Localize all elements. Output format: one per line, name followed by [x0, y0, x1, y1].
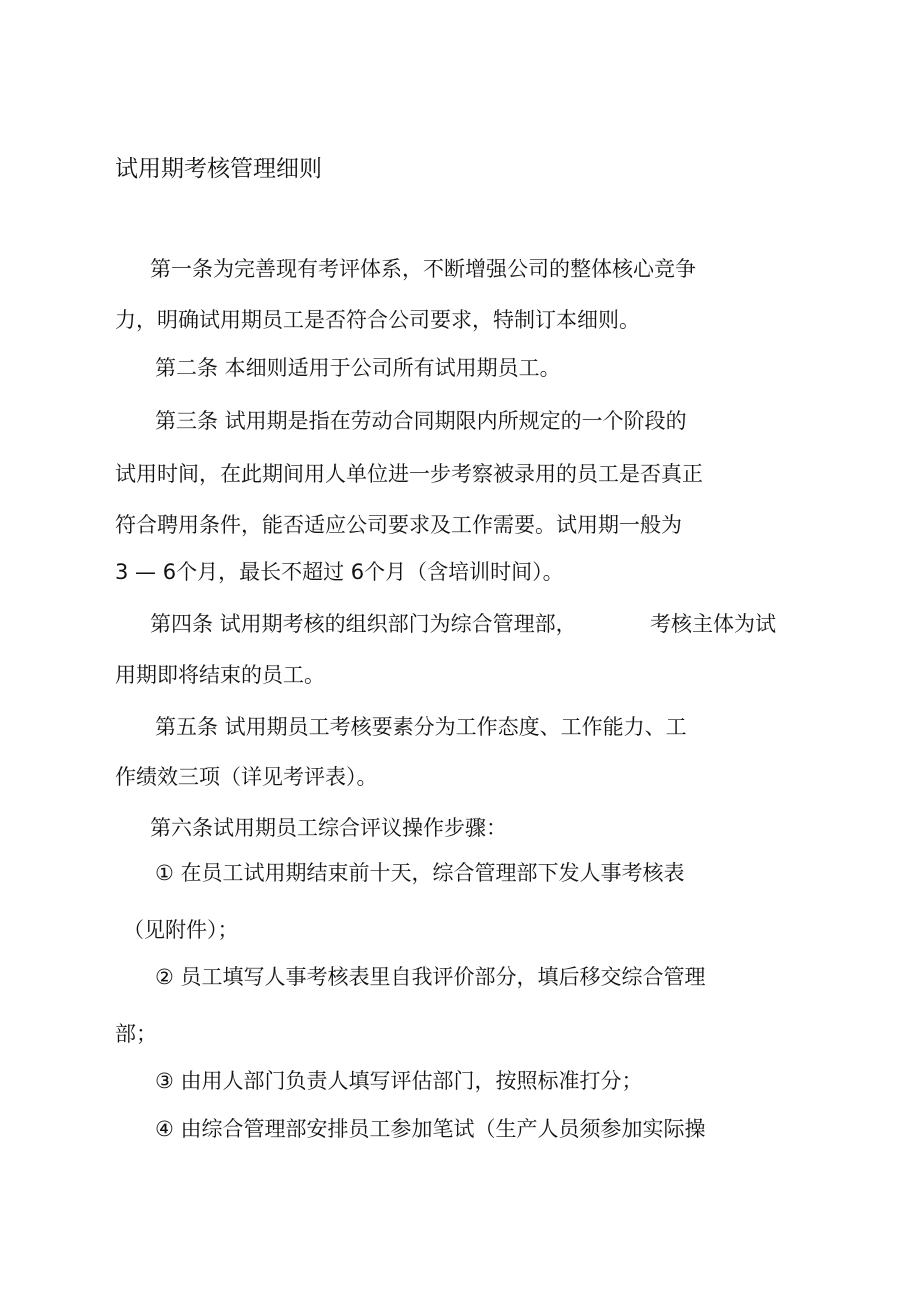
article-4-line-1a: 第四条 试用期考核的组织部门为综合管理部， — [150, 612, 577, 636]
article-1-line-1: 第一条为完善现有考评体系，不断增强公司的整体核心竞争 — [150, 257, 696, 281]
article-1-line-2: 力，明确试用期员工是否符合公司要求，特制订本细则。 — [115, 308, 640, 332]
step-1-line-1: ① 在员工试用期结束前十天，综合管理部下发人事考核表 — [155, 861, 685, 885]
step-2-line-1: ② 员工填写人事考核表里自我评价部分，填后移交综合管理 — [155, 965, 706, 989]
article-4-line-1b: 考核主体为试 — [650, 612, 776, 636]
step-2-line-2: 部； — [115, 1022, 157, 1046]
step-3-line-1: ③ 由用人部门负责人填写评估部门，按照标准打分； — [155, 1069, 643, 1093]
article-5-line-1: 第五条 试用期员工考核要素分为工作态度、工作能力、工 — [155, 715, 687, 739]
step-1-line-2: （见附件）； — [123, 918, 239, 942]
article-3-line-2: 试用时间，在此期间用人单位进一步考察被录用的员工是否真正 — [115, 462, 703, 486]
article-2-line-1: 第二条 本细则适用于公司所有试用期员工。 — [155, 356, 561, 380]
step-4-line-1: ④ 由综合管理部安排员工参加笔试（生产人员须参加实际操 — [155, 1117, 706, 1141]
article-4-line-2: 用期即将结束的员工。 — [115, 663, 325, 687]
document-title: 试用期考核管理细则 — [115, 156, 322, 182]
article-3-line-3: 符合聘用条件，能否适应公司要求及工作需要。试用期一般为 — [115, 513, 682, 537]
article-3-line-1: 第三条 试用期是指在劳动合同期限内所规定的一个阶段的 — [155, 409, 687, 433]
article-5-line-2: 作绩效三项（详见考评表）。 — [115, 765, 378, 789]
article-3-line-4: 3 — 6个月，最长不超过 6个月（含培训时间）。 — [115, 560, 564, 584]
article-6-line-1: 第六条试用期员工综合评议操作步骤： — [150, 816, 507, 840]
